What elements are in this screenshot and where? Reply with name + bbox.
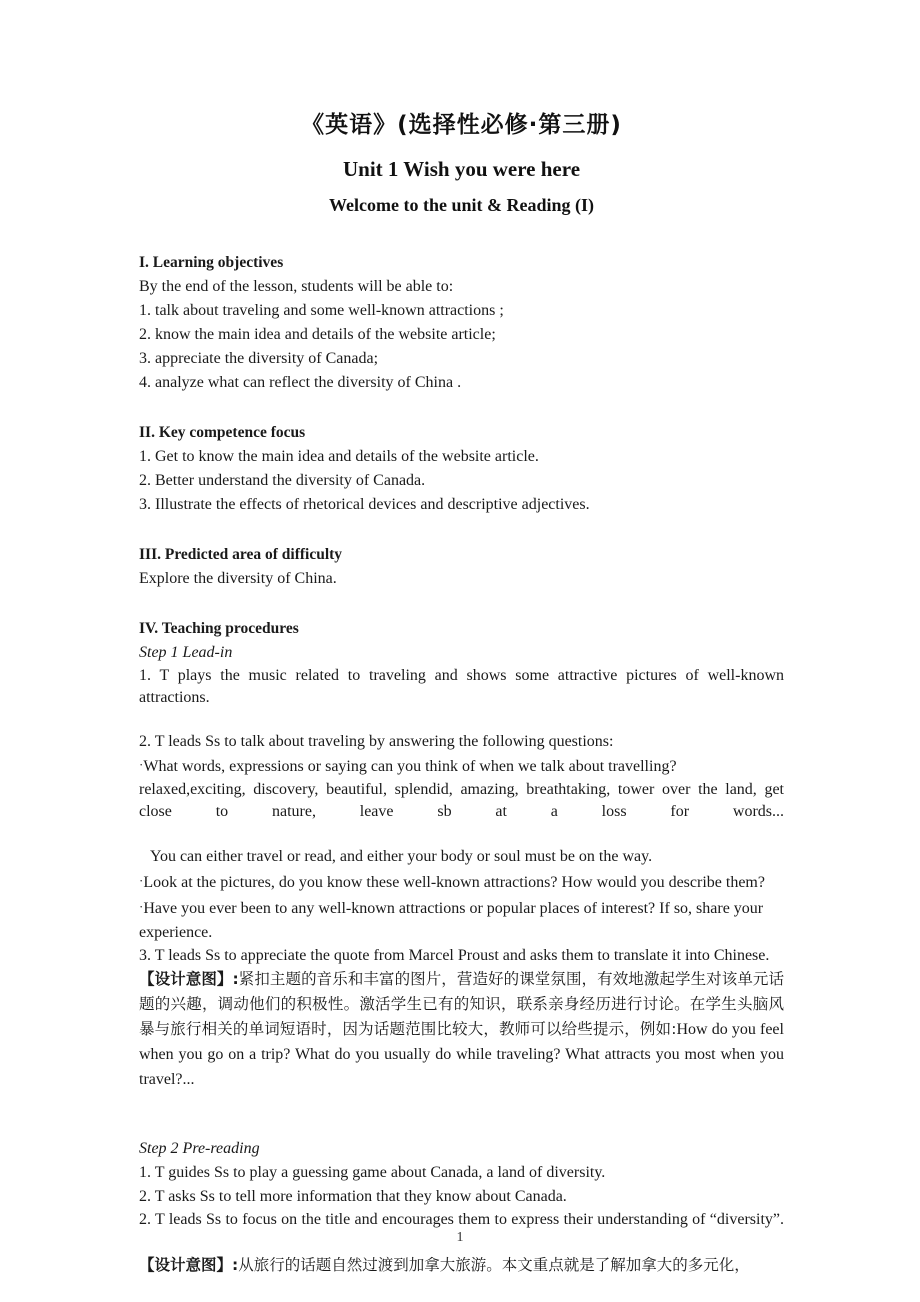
design-intent-chinese-text: 紧扣主题的音乐和丰富的图片，营造好的课堂氛围，有效地激起学生对该单元话题的兴趣，调动他们的积极性。激活学生已有的知识，联系亲身经历进行讨论。在学生头脑风暴与旅行相关的单词短语时，因为话题范围比较大，教师可以给些提示，例如:	[139, 970, 784, 1038]
document-title-chinese: 《英语》(选择性必修·第三册)	[301, 112, 622, 138]
section-heading-learning-objectives: I. Learning objectives	[139, 254, 284, 271]
section-teaching-procedures	[139, 617, 784, 1278]
section-learning-objectives	[139, 251, 784, 395]
bullet-icon: ·	[139, 757, 144, 772]
bullet-icon: ·	[139, 873, 144, 888]
spacer	[139, 1117, 784, 1137]
step-1-bullet-2	[139, 869, 784, 895]
step-2-item-3: 2. T leads Ss to focus on the title and encourages them to express their understanding of “diversity”.	[139, 1211, 784, 1228]
learning-objective-item: 2. know the main idea and details of the website article;	[139, 326, 496, 343]
step-1-bullet-2-text: Look at the pictures, do you know these well-known attractions? How would you describe them?	[143, 874, 765, 891]
design-intent-label: 【设计意图】:	[139, 970, 239, 988]
design-intent-label: 【设计意图】:	[139, 1256, 239, 1274]
step-2-design-intent	[139, 1253, 784, 1278]
step-1-item-2: 2. T leads Ss to talk about traveling by answering the following questions:	[139, 733, 614, 750]
design-intent-chinese-text: 从旅行的话题自然过渡到加拿大旅游。本文重点就是了解加拿大的多元化，	[238, 1256, 750, 1274]
step-1-heading: Step 1 Lead-in	[139, 644, 233, 661]
spacer	[139, 395, 784, 421]
step-2-item-1: 1. T guides Ss to play a guessing game about Canada, a land of diversity.	[139, 1164, 606, 1181]
section-predicted-difficulty	[139, 543, 784, 591]
unit-title: Unit 1 Wish you were here	[342, 157, 581, 181]
step-1-quote: You can either travel or read, and either your body or soul must be on the way.	[150, 848, 653, 865]
step-1-item-3: 3. T leads Ss to appreciate the quote from Marcel Proust and asks them to translate it into Chinese.	[139, 947, 770, 964]
predicted-difficulty-body: Explore the diversity of China.	[139, 570, 337, 587]
section-heading-predicted-difficulty: III. Predicted area of difficulty	[139, 546, 343, 563]
learning-objective-item: 4. analyze what can reflect the diversity of China .	[139, 374, 462, 391]
step-2-item-2: 2. T asks Ss to tell more information that they know about Canada.	[139, 1188, 567, 1205]
spacer	[139, 517, 784, 543]
lesson-title: Welcome to the unit & Reading (I)	[329, 195, 594, 215]
learning-objectives-intro: By the end of the lesson, students will be able to:	[139, 278, 454, 295]
key-competence-item: 1. Get to know the main idea and details of the website article.	[139, 448, 539, 465]
key-competence-item: 3. Illustrate the effects of rhetorical devices and descriptive adjectives.	[139, 496, 590, 513]
document-body	[139, 0, 784, 1278]
section-heading-teaching-procedures: IV. Teaching procedures	[139, 620, 299, 637]
design-intent-english-text: How do you feel when you go on a trip? What do you usually do while traveling? What attracts you most when you travel?...	[139, 1021, 784, 1088]
step-1-bullet-3-text: Have you ever been to any well-known attractions or popular places of interest? If so, share your experience.	[139, 900, 764, 941]
step-1-bullet-1-text: What words, expressions or saying can you think of when we talk about travelling?	[143, 758, 677, 775]
learning-objective-item: 1. talk about traveling and some well-known attractions ;	[139, 302, 504, 319]
section-heading-key-competence: II. Key competence focus	[139, 424, 306, 441]
step-1-word-bank: relaxed,exciting, discovery, beautiful, splendid, amazing, breathtaking, tower over the land, get close to nature, leave sb at a loss for words...	[139, 781, 784, 820]
page-number: 1	[456, 1230, 464, 1245]
spacer	[139, 218, 784, 251]
section-key-competence-focus	[139, 421, 784, 517]
step-1-bullet-3	[139, 895, 784, 945]
step-1-item-1: 1. T plays the music related to traveling and shows some attractive pictures of well-known attractions.	[139, 667, 784, 706]
bullet-icon: ·	[139, 899, 144, 914]
learning-objective-item: 3. appreciate the diversity of Canada;	[139, 350, 379, 367]
step-1-design-intent	[139, 967, 784, 1117]
key-competence-item: 2. Better understand the diversity of Canada.	[139, 472, 426, 489]
step-1-bullet-1	[139, 753, 784, 779]
spacer	[139, 591, 784, 617]
step-2-heading: Step 2 Pre-reading	[139, 1140, 260, 1157]
